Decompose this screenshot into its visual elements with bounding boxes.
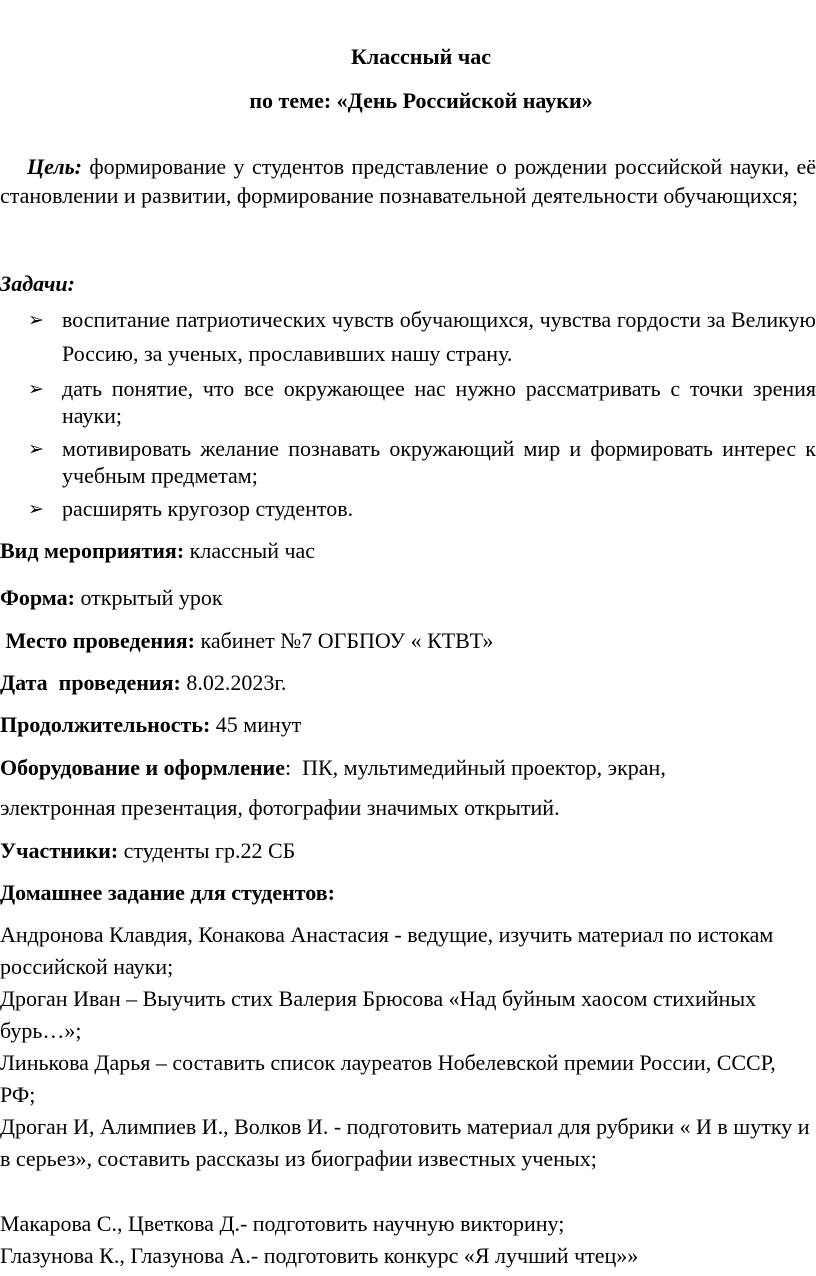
task-item: ➢ воспитание патриотических чувств обучающихся, чувства гордости за Великую Россию, за ученых, прославивших нашу страну. <box>0 303 816 371</box>
goal-paragraph <box>0 152 816 210</box>
homework-item: Дроган И, Алимпиев И., Волков И. - подготовить материал для рубрики « И в шутку и в серьез», составить рассказы из биографии известных ученых; <box>0 1114 810 1171</box>
equipment-value: : ПК, мультимедийный проектор, экран, <box>284 755 666 780</box>
task-item: ➢ мотивировать желание познавать окружающий мир и формировать интерес к учебным предметам; <box>28 436 816 488</box>
homework-item: Глазунова К., Глазунова А.- подготовить конкурс «Я лучший чтец»» <box>0 1243 639 1268</box>
event-type-label: Вид мероприятия: <box>0 538 185 563</box>
date-line <box>0 670 286 696</box>
duration-value: 45 минут <box>210 712 302 737</box>
tasks-list <box>0 303 816 522</box>
goal-label: Цель: <box>27 154 82 179</box>
arrow-bullet-icon: ➢ <box>28 310 44 331</box>
tasks-label: Задачи: <box>0 271 75 296</box>
form-label: Форма: <box>0 585 75 610</box>
date-label: Дата проведения: <box>0 670 181 695</box>
homework-item: Линькова Дарья – составить список лауреатов Нобелевской премии России, СССР, РФ; <box>0 1050 776 1107</box>
place-label: Место проведения: <box>0 628 195 653</box>
equipment-line <box>0 755 666 781</box>
task-item: ➢ расширять кругозор студентов. <box>28 496 354 521</box>
document-subtitle: по теме: «День Российской науки» <box>249 88 593 113</box>
place-value: кабинет №7 ОГБПОУ « КТВТ» <box>194 628 494 653</box>
goal-text: формирование у студентов представление о рождении российской науки, её становлении и развитии, формирование познавательной деятельности обучающихся; <box>0 154 816 208</box>
form-line <box>0 585 223 611</box>
equipment-label: Оборудование и оформление <box>0 755 285 780</box>
homework-heading: Домашнее задание для студентов: <box>0 880 335 905</box>
homework-item: Андронова Клавдия, Конакова Анастасия - ведущие, изучить материал по истокам российской науки; <box>0 922 774 979</box>
document-title: Классный час <box>350 44 492 69</box>
arrow-bullet-icon: ➢ <box>28 379 44 400</box>
homework-item: Макарова С., Цветкова Д.- подготовить научную викторину; <box>0 1211 565 1236</box>
participants-line <box>0 838 295 864</box>
date-value: 8.02.2023г. <box>180 670 287 695</box>
participants-label: Участники: <box>0 838 119 863</box>
homework-item: Дроган Иван – Выучить стих Валерия Брюсова «Над буйным хаосом стихийных бурь…»; <box>0 986 757 1043</box>
arrow-bullet-icon: ➢ <box>28 499 44 520</box>
form-value: открытый урок <box>74 585 223 610</box>
place-line <box>0 628 493 654</box>
event-type-line <box>0 538 315 564</box>
duration-line <box>0 712 301 738</box>
duration-label: Продолжительность: <box>0 712 211 737</box>
task-item: ➢ дать понятие, что все окружающее нас нужно рассматривать с точки зрения науки; <box>28 376 816 428</box>
arrow-bullet-icon: ➢ <box>28 439 44 460</box>
participants-value: студенты гр.22 СБ <box>118 838 296 863</box>
equipment-line-2: электронная презентация, фотографии значимых открытий. <box>0 795 560 820</box>
event-type-value: классный час <box>184 538 316 563</box>
